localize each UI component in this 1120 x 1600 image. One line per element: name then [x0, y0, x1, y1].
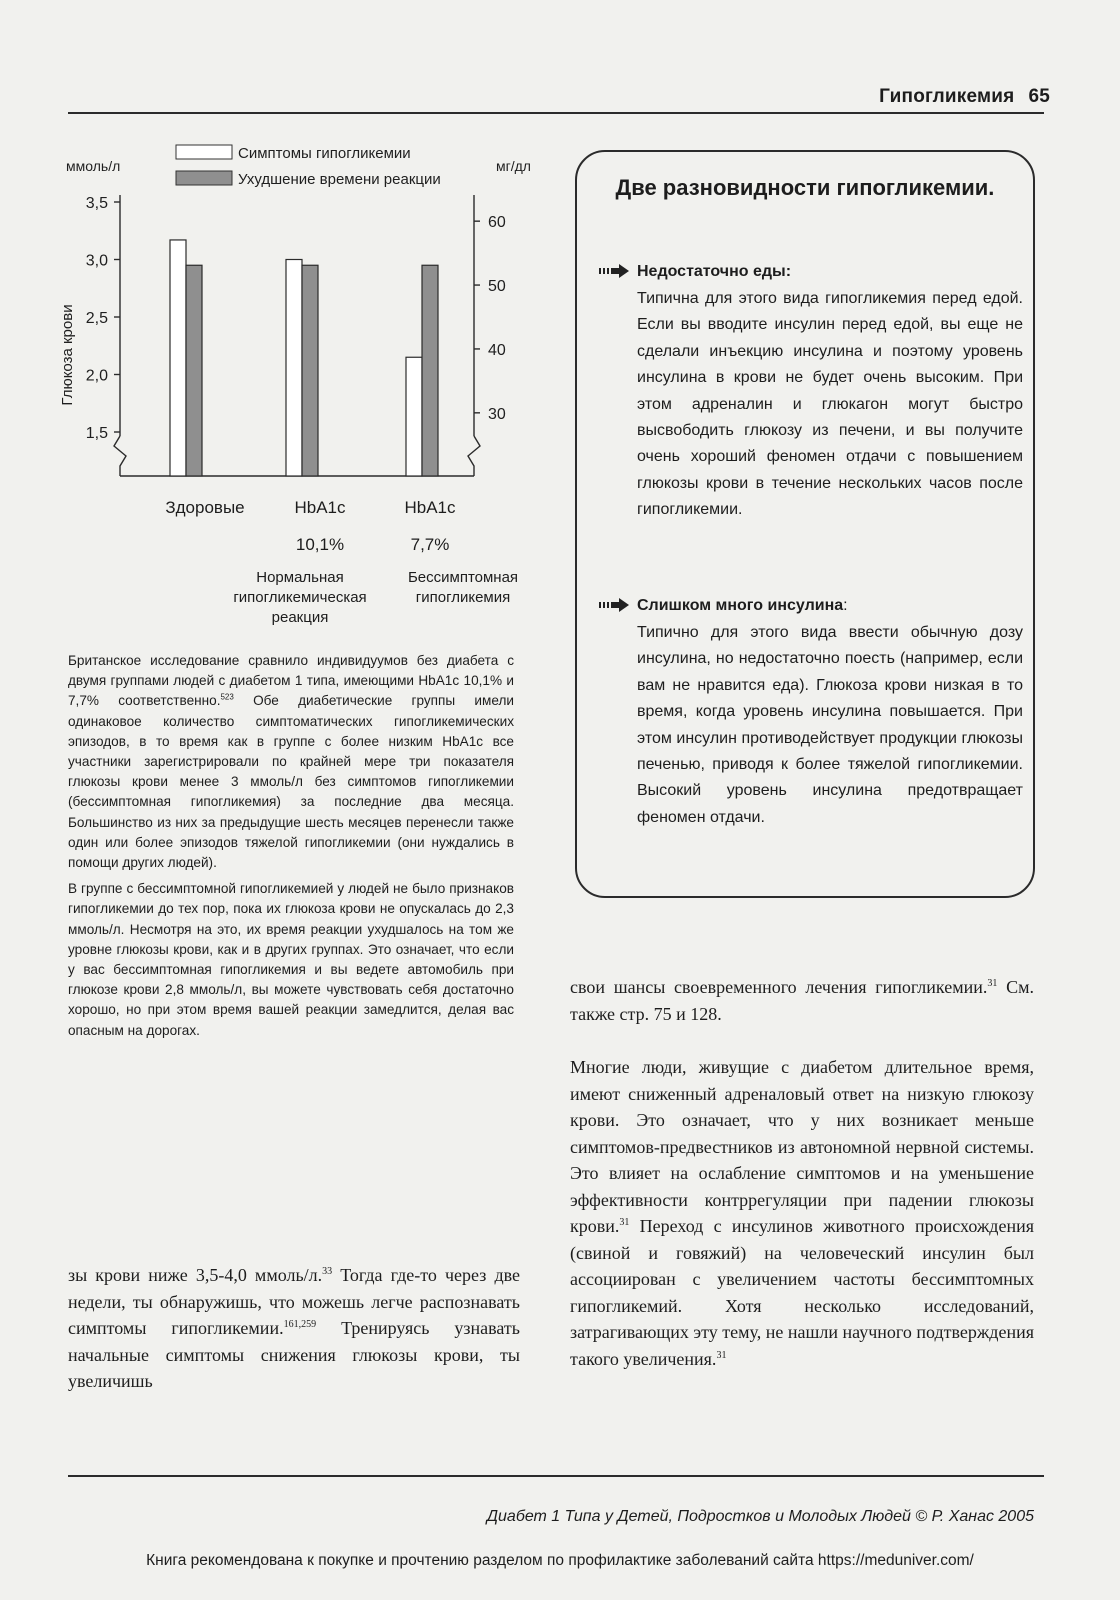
left-tick-label: 2,0	[85, 367, 108, 385]
right-body-text	[570, 974, 1034, 1372]
left-tick-label: 2,5	[85, 310, 108, 327]
left-tick-label: 3,0	[85, 252, 108, 270]
body-text: Многие люди, живущие с диабетом длительное время, имеют сниженный адреналовый ответ на низкую глюкозу крови. Это означает, что у них возникает меньше симптомов-предвестников из автономной нервной системы. Это влияет на ослабление симптомов и на уменьшение эффективности контррегуляции при падении глюкозы крови.	[570, 1057, 1034, 1236]
left-tick-label: 3,5	[85, 195, 108, 212]
info-box-item-2-text: Типично для этого вида ввести обычную дозу инсулина, но недостаточно поесть (например, если вам не нравится еда). Глюкоза крови низкая в то время, когда уровень инсулина повышается. При этом инсулин противодействует продукции глюкозы печенью, приводя к более тяжелой гипогликемии. Высокий уровень инсулина предотвращает феномен отдачи.	[637, 624, 1023, 826]
category-value-hba1c-1: 10,1%	[295, 535, 345, 554]
reference: 31	[987, 978, 998, 989]
bar-symptoms	[170, 240, 186, 476]
right-tick-label: 30	[488, 405, 506, 423]
legend-swatch-reaction	[176, 171, 232, 185]
reference: 31	[716, 1349, 727, 1361]
left-body-text	[68, 1262, 520, 1395]
reference: 31	[619, 1217, 630, 1228]
running-header	[879, 86, 1050, 108]
info-box	[575, 150, 1035, 898]
page-number: 65	[1028, 86, 1050, 107]
reference: 161,259	[283, 1319, 317, 1330]
caption-text: Британское исследование сравнило индивидуумов без диабета с двумя группами людей с диабетом 1 типа, имеющими HbA1c 10,1% и 7,7% соответственно.	[68, 653, 514, 709]
reference: 33	[322, 1266, 333, 1277]
caption-paragraph-1	[68, 651, 514, 873]
info-box-item-1-heading: Недостаточно еды:	[637, 263, 792, 280]
left-tick-label: 1,5	[85, 425, 108, 442]
category-label-hba1c-1: HbA1c	[294, 498, 346, 517]
chart-bars	[170, 240, 438, 476]
left-ticks	[86, 195, 120, 442]
category-value-hba1c-2: 7,7%	[410, 535, 450, 554]
right-tick-label: 60	[488, 214, 506, 232]
glucose-bar-chart	[50, 140, 550, 500]
bar-reaction-time	[422, 265, 438, 476]
body-text: свои шансы своевременного лечения гипогликемии.	[570, 977, 988, 997]
figure-caption	[68, 651, 514, 1041]
right-tick-label: 50	[488, 278, 506, 296]
category-label-hba1c-2: HbA1c	[404, 498, 456, 517]
arrow-bullet-icon	[599, 264, 631, 278]
body-text: Переход с инсулинов животного происхождения (свиной и говяжий) на человеческий инсулин был ассоциирован с увеличением частоты бессимптомных гипогликемий. Хотя несколько исследований, затрагивающих эту тему, не нашли научного подтверждения такого увеличения.	[570, 1216, 1034, 1369]
site-watermark: Книга рекомендована к покупке и прочтению разделом по профилактике заболеваний сайта https://meduniver.com/	[146, 1552, 974, 1569]
info-box-title: Две разновидности гипогликемии.	[615, 175, 995, 200]
footer-rule	[68, 1475, 1044, 1477]
caption-reference: 523	[220, 692, 234, 702]
right-unit-label: мг/дл	[496, 158, 531, 174]
info-box-item-2-heading	[637, 596, 848, 616]
right-paragraph-1	[570, 974, 1034, 1027]
category-label-healthy: Здоровые	[165, 498, 245, 517]
caption-text: Обе диабетические группы имели одинаковое количество симптоматических гипогликемических эпизодов, в то время как в группе с более низким HbA1c все участники зарегистрировали по крайней мере три показателя глюкозы крови менее 3 ммоль/л без симптомов гипогликемии (бессимптомная гипогликемия) за последние два месяца. Большинство из них за предыдущие шесть месяцев перенесли также один или более эпизодов тяжелой гипогликемии (они нуждались в помощи других людей).	[68, 693, 514, 871]
body-text: См. также стр. 75 и 128.	[570, 977, 1034, 1024]
arrow-bullet-icon	[599, 598, 631, 612]
footer-credit: Диабет 1 Типа у Детей, Подростков и Молодых Людей © Р. Ханас 2005	[486, 1508, 1034, 1525]
body-text: Тренируясь узнавать начальные симптомы снижения глюкозы крови, ты увеличишь	[68, 1318, 520, 1391]
right-tick-label: 40	[488, 341, 506, 359]
heading-colon: :	[843, 597, 848, 614]
bar-reaction-time	[302, 265, 318, 476]
legend-label-symptoms: Симптомы гипогликемии	[238, 145, 411, 162]
info-box-item-1-text: Типична для этого вида гипогликемия перед едой. Если вы вводите инсулин перед едой, вы еще не сделали инъекцию инсулина и поэтому уровень инсулина в крови не будет очень высоким. При этом адреналин и глюкагон могут быстро высвободить глюкозу из печени, и вы получите очень хороший феномен отдачи с повышением глюкозы крови в течение нескольких часов после гипогликемии.	[637, 290, 1023, 519]
bar-reaction-time	[186, 265, 202, 476]
right-axis-break	[468, 436, 480, 476]
group-label-normal: Нормальная гипогликемическая реакция	[233, 569, 367, 626]
heading-text: Слишком много инсулина	[637, 597, 844, 614]
left-axis-break	[114, 436, 126, 476]
caption-paragraph-2: В группе с бессимптомной гипогликемией у людей не было признаков гипогликемии до тех пор, пока их глюкоза крови не опускалась до 2,3 ммоль/л. Несмотря на это, их время реакции ухудшалось на том же уровне глюкозы крови, как и в других группах. Это означает, что если у вас бессимптомная гипогликемия и вы ведете автомобиль при глюкозе крови 2,8 ммоль/л, вы можете чувствовать себя достаточно хорошо, но при этом время вашей реакции замедлится, делая вас опасным на дорогах.	[68, 881, 514, 1038]
right-paragraph-2	[570, 1054, 1034, 1372]
body-text: зы крови ниже 3,5-4,0 ммоль/л.	[68, 1265, 323, 1285]
legend-swatch-symptoms	[176, 145, 232, 159]
right-ticks	[474, 214, 506, 423]
header-rule	[68, 112, 1044, 114]
bar-symptoms	[406, 357, 422, 476]
body-text: Тогда где-то через две недели, ты обнаружишь, что можешь легче распознавать симптомы гипогликемии.	[68, 1265, 520, 1338]
legend-label-reaction: Ухудшение времени реакции	[238, 171, 441, 188]
y-axis-label: Глюкоза крови	[59, 304, 76, 406]
bar-symptoms	[286, 260, 302, 477]
group-label-unaware: Бессимптомная гипогликемия	[407, 569, 519, 606]
section-title: Гипогликемия	[879, 86, 1015, 107]
left-unit-label: ммоль/л	[66, 158, 121, 174]
